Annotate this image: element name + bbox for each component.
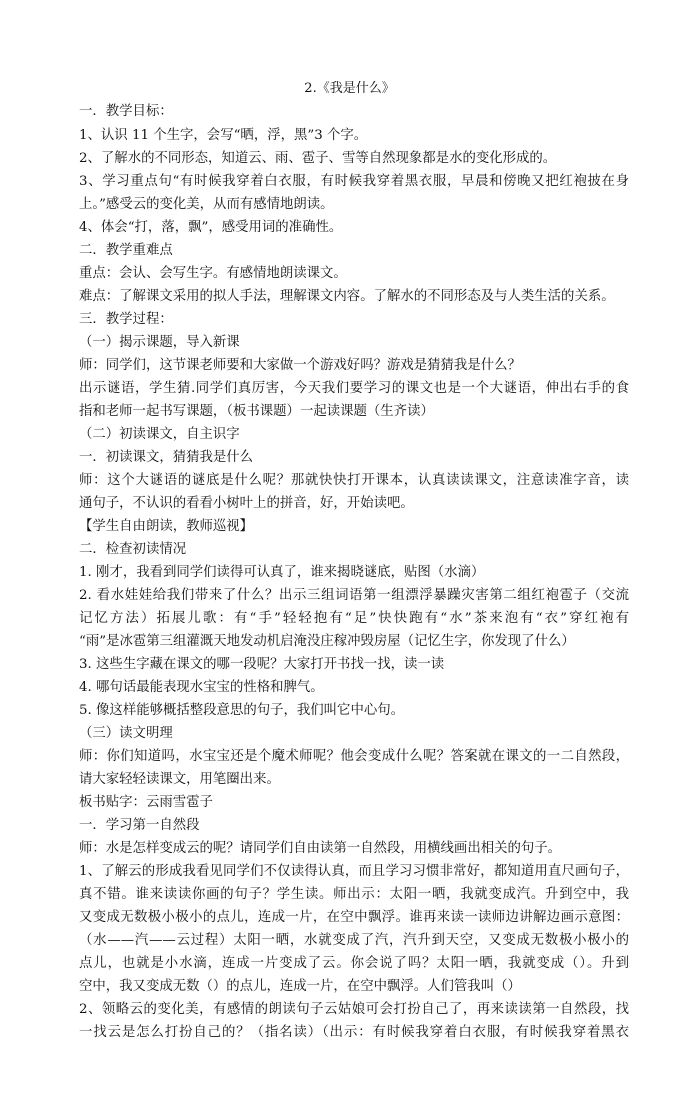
subsection-heading: （二）初读课文，自主识字 [79, 427, 240, 442]
text-line: 记忆方法）拓展儿歌：有“手”轻轻抱有“足”快快跑有“水”茶来泡有“衣”穿红袍有 [79, 611, 629, 626]
text-line: 师：你们知道吗，水宝宝还是个魔术师呢？他会变成什么呢？答案就在课文的一二自然段， [79, 749, 629, 764]
text-line: 【学生自由朗读，教师巡视】 [79, 519, 254, 534]
subsection-heading: （三）读文明理 [79, 726, 173, 741]
text-line: 1. 刚才，我看到同学们读得可认真了，谁来揭晓谜底，贴图（水滴） [79, 565, 485, 580]
section-heading-process: 三．教学过程： [79, 312, 173, 327]
text-line: 1、了解云的形成我看见同学们不仅读得认真，而且学习习惯非常好，都知道用直尺画句子， [79, 864, 629, 879]
text-line: 请大家轻轻读课文，用笔圈出来。 [79, 772, 280, 787]
text-line: 2. 看水娃娃给我们带来了什么？出示三组词语第一组漂浮暴躁灾害第二组红袍雹子（交流 [79, 588, 629, 603]
text-line: 师：水是怎样变成云的呢？请同学们自由读第一自然段，用横线画出相关的句子。 [79, 841, 562, 856]
text-line: 出示谜语，学生猜.同学们真厉害，今天我们要学习的课文也是一个大谜语，伸出右手的食 [79, 381, 629, 396]
text-line: 师：同学们，这节课老师要和大家做一个游戏好吗？游戏是猜猜我是什么？ [79, 358, 521, 373]
text-line: 通句子，不认识的看看小树叶上的拼音，好，开始读吧。 [79, 496, 414, 511]
text-line: 3. 这些生字藏在课文的哪一段呢？大家打开书找一找，读一读 [79, 657, 445, 672]
text-line: 3、学习重点句“有时候我穿着白衣服，有时候我穿着黑衣服，早晨和傍晚又把红袍披在身 [79, 174, 629, 189]
text-line: 2、了解水的不同形态，知道云、雨、雹子、雪等自然现象都是水的变化形成的。 [79, 151, 557, 166]
text-line: 4、体会“打，落，飘”，感受用词的准确性。 [79, 220, 343, 235]
text-line: 一找云是怎么打扮自己的？（指名读）（出示：有时候我穿着白衣服，有时候我穿着黑衣 [79, 1025, 629, 1040]
text-line: 空中，我又变成无数（）的点儿，连成一片，在空中飘浮。人们管我叫（） [79, 979, 521, 994]
doc-title: 2.《我是什么》 [304, 81, 395, 96]
text-line: 5. 像这样能够概括整段意思的句子，我们叫它中心句。 [79, 703, 405, 718]
section-heading-objectives: 一．教学目标： [79, 104, 173, 119]
text-line: 二．检查初读情况 [79, 542, 187, 557]
text-line: 1、认识 11 个生字，会写“晒，浮，黑”3 个字。 [79, 128, 368, 143]
text-line: 真不错。谁来读读你画的句子？学生读。师出示：太阳一晒，我就变成汽。升到空中，我 [79, 887, 629, 902]
text-line: 师：这个大谜语的谜底是什么呢？那就快快打开课本，认真读读课文，注意读准字音，读 [79, 473, 629, 488]
section-heading-key-points: 二．教学重难点 [79, 243, 173, 258]
text-line: 又变成无数极小极小的点儿，连成一片，在空中飘浮。谁再来读一读师边讲解边画示意图： [79, 910, 629, 925]
text-line: 2、领略云的变化美，有感情的朗读句子云姑娘可会打扮自己了，再来读读第一自然段，找 [79, 1002, 629, 1017]
text-line: 难点：了解课文采用的拟人手法，理解课文内容。了解水的不同形态及与人类生活的关系。 [79, 289, 615, 304]
text-line: 上。”感受云的变化美，从而有感情地朗读。 [79, 197, 334, 212]
text-line: “雨”是冰雹第三组灌溉天地发动机启淹没庄稼冲毁房屋（记忆生字，你发现了什么） [79, 634, 575, 649]
text-line: 指和老师一起书写课题，（板书课题）一起读课题（生齐读） [79, 404, 434, 419]
text-line: （水——汽——云过程）太阳一晒，水就变成了汽，汽升到天空，又变成无数极小极小的 [79, 933, 629, 948]
text-line: 一．初读课文，猜猜我是什么 [79, 450, 254, 465]
text-line: 点儿，也就是小水滴，连成一片变成了云。你会说了吗？太阳一晒，我就变成（）。升到 [79, 956, 629, 971]
text-line: 一．学习第一自然段 [79, 818, 200, 833]
text-line: 4. 哪句话最能表现水宝宝的性格和脾气。 [79, 680, 324, 695]
subsection-heading: （一）揭示课题，导入新课 [79, 335, 240, 350]
text-line: 板书贴字：云雨雪雹子 [79, 795, 213, 810]
text-line: 重点：会认、会写生字。有感情地朗读课文。 [79, 266, 347, 281]
